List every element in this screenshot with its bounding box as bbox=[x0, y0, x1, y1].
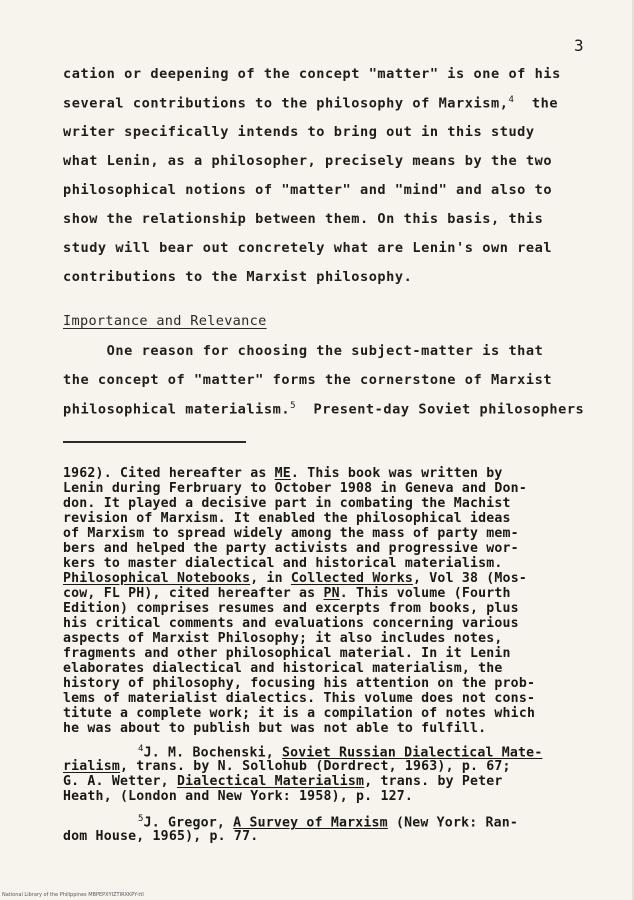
fn-text: G. A. Wetter, bbox=[63, 774, 177, 789]
footnote-4-line bbox=[63, 775, 598, 788]
body-line-text: several contributions to the philosophy of Marxism, bbox=[63, 95, 509, 112]
fn-text: , Vol 38 (Mos- bbox=[413, 571, 527, 586]
body-line: cation or deepening of the concept "matter" is one of his bbox=[63, 66, 561, 82]
footnote-line: kers to master dialectical and historical materialism. bbox=[63, 556, 503, 571]
footnote-line: titute a complete work; it is a compilation of notes which bbox=[63, 706, 536, 721]
fn-title: Philosophical Notebooks bbox=[63, 571, 251, 586]
fn-text: , trans. by N. Sollohub (Dordrect, 1963), p. 67; bbox=[119, 759, 511, 774]
body-line: philosophical notions of "matter" and "mind" and also to bbox=[63, 182, 553, 198]
section-line-text: philosophical materialism. bbox=[63, 401, 291, 418]
footnote-line: his critical comments and evaluations concerning various bbox=[63, 616, 519, 631]
page-number: 3 bbox=[574, 36, 584, 55]
footnote-line: lems of materialist dialectics. This volume does not cons- bbox=[63, 691, 536, 706]
body-line: writer specifically intends to bring out in this study bbox=[63, 124, 535, 140]
footnote-4-line bbox=[63, 760, 598, 773]
section-heading: Importance and Relevance bbox=[63, 313, 267, 329]
archive-footer: National Library of the Philippines MBPEPXYIZTIRXKPY-ttl bbox=[2, 892, 144, 898]
fn-text: 1962). Cited hereafter as bbox=[63, 466, 275, 481]
footnote-line: Lenin during Ferbruary to October 1908 in Geneva and Don- bbox=[63, 481, 527, 496]
fn-title: rialism bbox=[63, 759, 120, 774]
footnote-line: revision of Marxism. It enabled the philosophical ideas bbox=[63, 511, 511, 526]
fn-title: A Survey of Marxism bbox=[233, 815, 388, 831]
footnote-line: fragments and other philosophical material. In it Lenin bbox=[63, 646, 511, 661]
fn-text: . This book was written by bbox=[290, 466, 503, 481]
body-line: show the relationship between them. On this basis, this bbox=[63, 211, 544, 227]
fn-title: Dialectical Materialism bbox=[176, 774, 365, 789]
fn-text: cow, FL PH), cited hereafter as bbox=[63, 586, 324, 601]
fn-abbrev-pn: PN bbox=[323, 586, 340, 601]
footnote-ref-4[interactable]: 4 bbox=[508, 95, 515, 105]
footnote-5-line: dom House, 1965), p. 77. bbox=[63, 829, 259, 844]
section-line: One reason for choosing the subject-matter is that bbox=[63, 343, 544, 359]
footnote-ref-5[interactable]: 5 bbox=[290, 401, 297, 411]
footnote-4-line: Heath, (London and New York: 1958), p. 127. bbox=[63, 789, 414, 804]
fn-text: (New York: Ran- bbox=[387, 815, 519, 831]
footnote-line: of Marxism to spread widely among the mass of party mem- bbox=[63, 526, 519, 541]
footnote-line bbox=[63, 572, 598, 585]
footnote-line: elaborates dialectical and historical materialism, the bbox=[63, 661, 503, 676]
footnote-line: bers and helped the party activists and progressive wor- bbox=[63, 541, 519, 556]
fn-text: , trans. by Peter bbox=[364, 774, 503, 789]
footnote-5-line bbox=[63, 815, 634, 830]
fn-abbrev-me: ME bbox=[274, 466, 291, 481]
fn-text: . This volume (Fourth bbox=[339, 586, 511, 601]
fn-text: J. M. Bochenski, bbox=[143, 745, 282, 761]
section-line-tail: Present-day Soviet philosophers bbox=[313, 401, 585, 418]
footnote-4-line bbox=[63, 745, 634, 760]
body-line: study will bear out concretely what are Lenin's own real bbox=[63, 240, 553, 256]
footnote-line: history of philosophy, focusing his attention on the prob- bbox=[63, 676, 536, 691]
footnote-4-mark: 4 bbox=[138, 744, 144, 754]
fn-title: Collected Works bbox=[290, 571, 414, 586]
fn-text: , in bbox=[250, 571, 291, 586]
section-line: the concept of "matter" forms the cornerstone of Marxist bbox=[63, 372, 553, 388]
footnote-line: aspects of Marxist Philosophy; it also includes notes, bbox=[63, 631, 503, 646]
footnote-line bbox=[63, 587, 598, 600]
footnote-line: don. It played a decisive part in combating the Machist bbox=[63, 496, 511, 511]
body-line: what Lenin, as a philosopher, precisely means by the two bbox=[63, 153, 553, 169]
section-line bbox=[63, 401, 603, 418]
fn-text: J. Gregor, bbox=[143, 815, 234, 831]
fn-title: Soviet Russian Dialectical Mate- bbox=[282, 745, 543, 761]
footnote-line: he was about to publish but was not able to fulfill. bbox=[63, 721, 487, 736]
footnote-line: Edition) comprises resumes and excerpts from books, plus bbox=[63, 601, 519, 616]
footnote-divider bbox=[63, 441, 246, 443]
body-line bbox=[63, 95, 603, 112]
body-line: contributions to the Marxist philosophy. bbox=[63, 269, 413, 285]
footnote-line bbox=[63, 467, 598, 480]
footnote-5-mark: 5 bbox=[138, 814, 144, 824]
body-line-tail: the bbox=[531, 95, 559, 112]
